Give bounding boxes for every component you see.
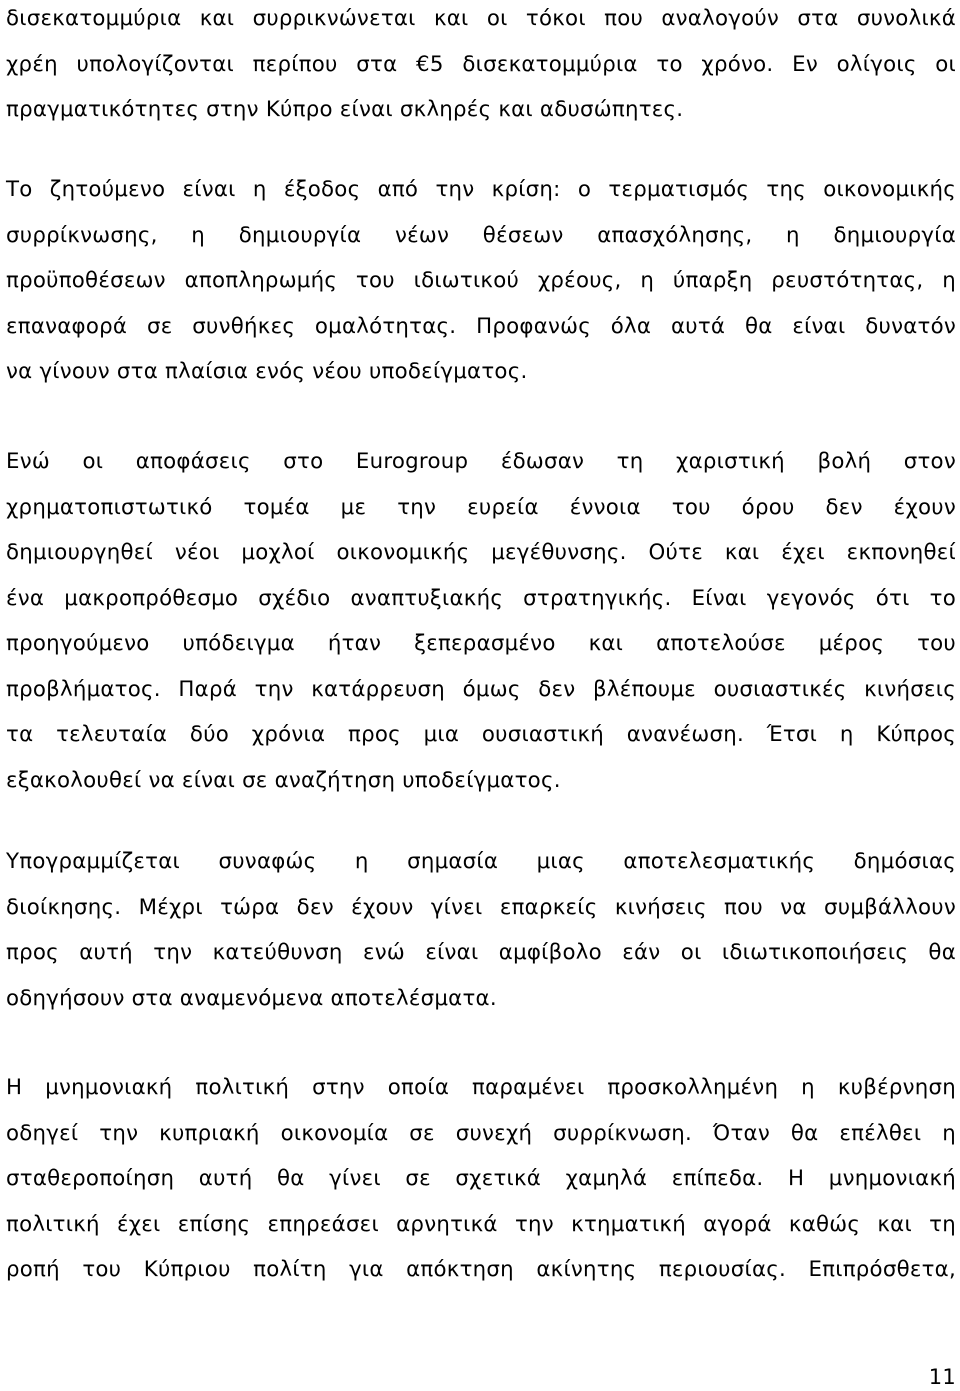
text-line: δημιουργηθεί νέοι μοχλοί οικονομικής μεγέθυνσης. Ούτε και έχει εκπονηθεί bbox=[6, 540, 956, 565]
text-line: ροπή του Κύπριου πολίτη για απόκτηση ακίνητης περιουσίας. Επιπρόσθετα, bbox=[6, 1257, 956, 1282]
paragraph-1 bbox=[6, 0, 956, 137]
paragraph-5 bbox=[6, 1069, 956, 1297]
text-line: διοίκησης. Μέχρι τώρα δεν έχουν γίνει επαρκείς κινήσεις που να συμβάλλουν bbox=[6, 894, 956, 920]
paragraph-3 bbox=[6, 443, 956, 807]
text-line: σταθεροποίηση αυτή θα γίνει σε σχετικά χαμηλά επίπεδα. Η μνημονιακή bbox=[6, 1166, 956, 1191]
text-line: ένα μακροπρόθεσμο σχέδιο αναπτυξιακής στρατηγικής. Είναι γεγονός ότι το bbox=[6, 585, 956, 611]
text-line: Το ζητούμενο είναι η έξοδος από την κρίση: ο τερματισμός της οικονομικής bbox=[6, 177, 956, 202]
text-line: προϋποθέσεων αποπληρωμής του ιδιωτικού χρέους, η ύπαρξη ρευστότητας, η bbox=[6, 268, 956, 293]
text-line: Ενώ οι αποφάσεις στο Eurogroup έδωσαν τη χαριστική βολή στον bbox=[6, 449, 956, 474]
text-line: προβλήματος. Παρά την κατάρρευση όμως δεν βλέπουμε ουσιαστικές κινήσεις bbox=[6, 676, 956, 702]
text-line: οδηγεί την κυπριακή οικονομία σε συνεχή συρρίκνωση. Όταν θα επέλθει η bbox=[6, 1120, 956, 1146]
text-line: Υπογραμμίζεται συναφώς η σημασία μιας αποτελεσματικής δημόσιας bbox=[6, 849, 956, 874]
text-line: πραγματικότητες στην Κύπρο είναι σκληρές και αδυσώπητες. bbox=[6, 97, 684, 122]
text-line: να γίνουν στα πλαίσια ενός νέου υποδείγματος. bbox=[6, 359, 528, 384]
text-line: χρέη υπολογίζονται περίπου στα €5 δισεκατομμύρια το χρόνο. Εν ολίγοις οι bbox=[6, 51, 956, 77]
text-line: προς αυτή την κατεύθυνση ενώ είναι αμφίβολο εάν οι ιδιωτικοποιήσεις θα bbox=[6, 940, 956, 965]
text-line: τα τελευταία δύο χρόνια προς μια ουσιαστική ανανέωση. Έτσι η Κύπρος bbox=[6, 722, 956, 747]
paragraph-2 bbox=[6, 171, 956, 399]
text-line: πολιτική έχει επίσης επηρεάσει αρνητικά την κτηματική αγορά καθώς και τη bbox=[6, 1211, 956, 1237]
text-line: προηγούμενο υπόδειγμα ήταν ξεπερασμένο και αποτελούσε μέρος του bbox=[6, 631, 956, 656]
text-line: οδηγήσουν στα αναμενόμενα αποτελέσματα. bbox=[6, 985, 497, 1011]
text-line: επαναφορά σε συνθήκες ομαλότητας. Προφανώς όλα αυτά θα είναι δυνατόν bbox=[6, 313, 956, 339]
page-number: 11 bbox=[928, 1365, 956, 1389]
text-line: Η μνημονιακή πολιτική στην οποία παραμένει προσκολλημένη η κυβέρνηση bbox=[6, 1075, 956, 1100]
paragraph-4 bbox=[6, 843, 956, 1025]
text-line: δισεκατομμύρια και συρρικνώνεται και οι τόκοι που αναλογούν στα συνολικά bbox=[6, 6, 956, 31]
text-line: συρρίκνωσης, η δημιουργία νέων θέσεων απασχόλησης, η δημιουργία bbox=[6, 222, 956, 248]
text-line: εξακολουθεί να είναι σε αναζήτηση υποδείγματος. bbox=[6, 767, 561, 793]
text-line: χρηματοπιστωτικό τομέα με την ευρεία έννοια του όρου δεν έχουν bbox=[6, 494, 956, 520]
